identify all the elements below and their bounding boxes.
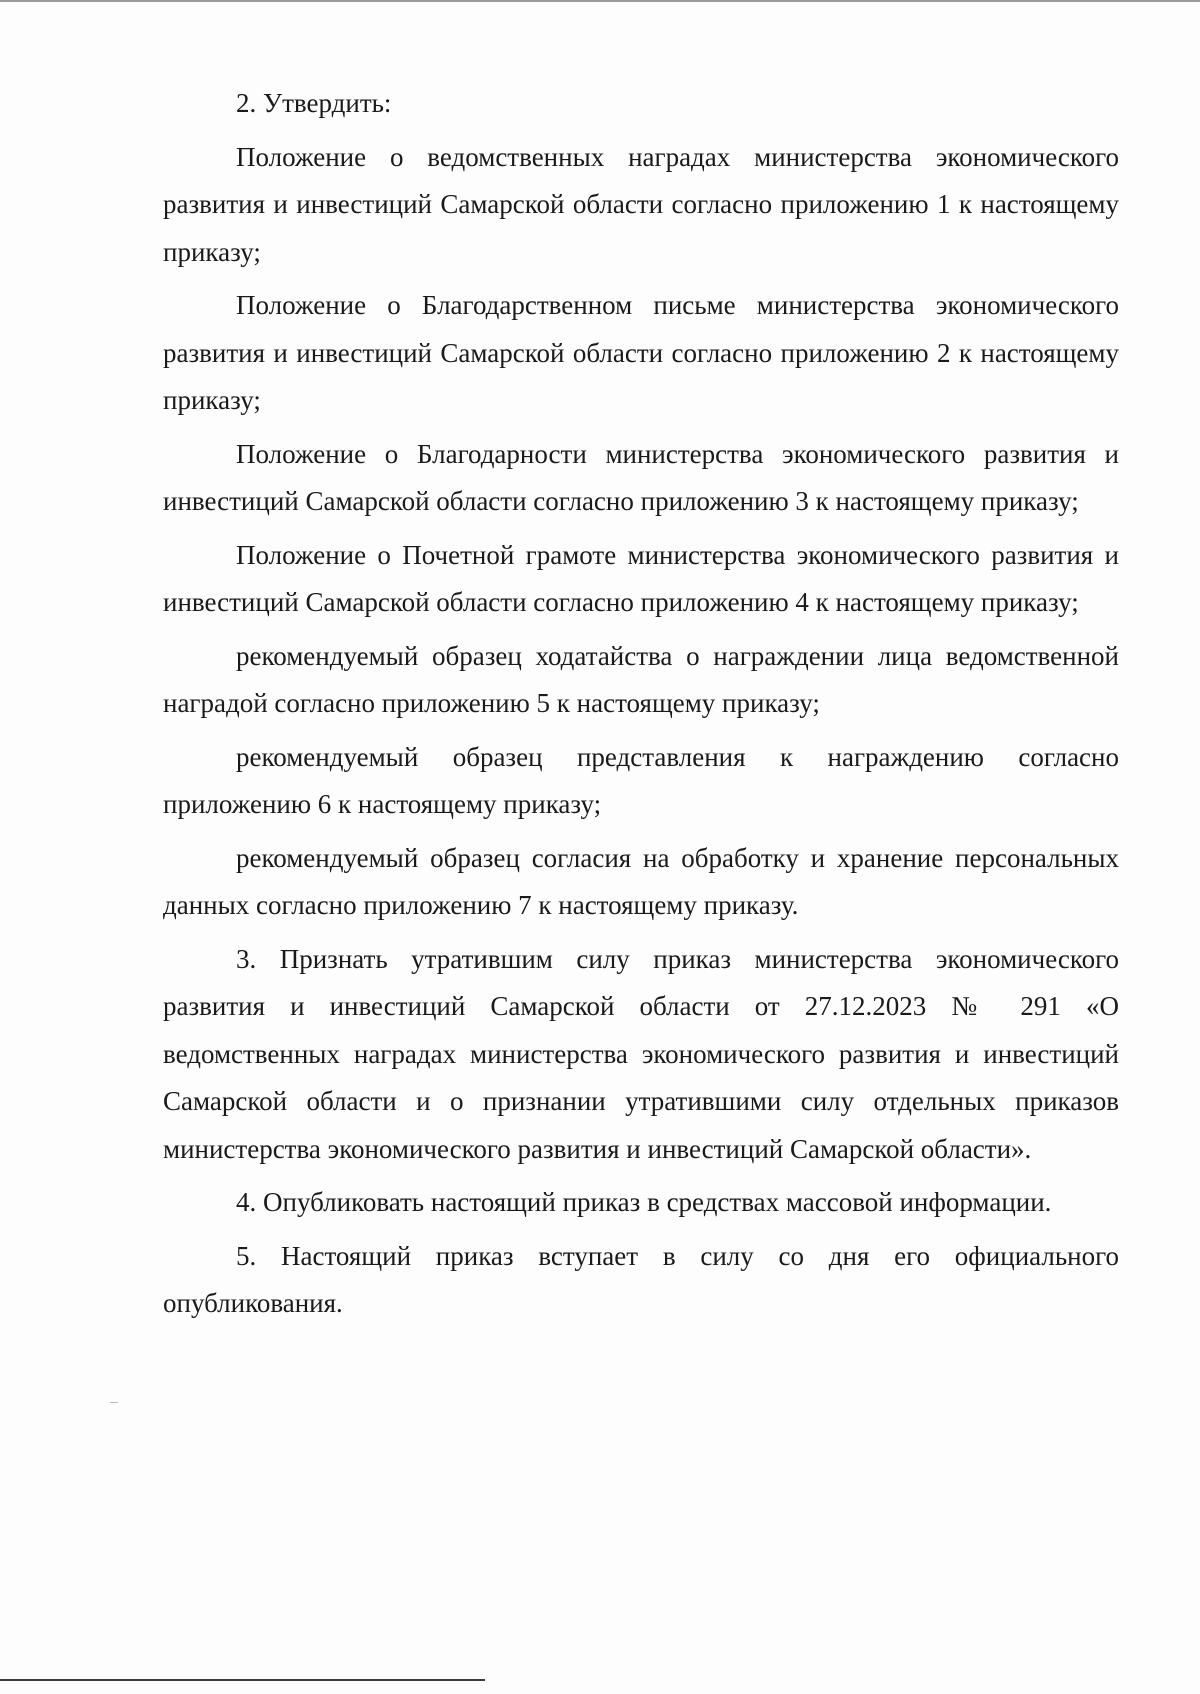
clause-3-paragraph: 3. Признать утратившим силу приказ министерства экономического развития и инвестиций Самарской области от 27.12.2023 № 291 «О ведомственных наградах министерства экономического развития и инвестиций Самарской области и о признании утратившими силу отдельных приказов министерства экономического развития и инвестиций Самарской области». xyxy=(163,943,1119,1164)
top-edge-line xyxy=(0,0,1200,2)
appendix-3-paragraph: Положение о Благодарности министерства экономического развития и инвестиций Самарской области согласно приложению 3 к настоящему приказу; xyxy=(163,438,1119,516)
document-body xyxy=(163,80,1119,1328)
appendix-7-paragraph: рекомендуемый образец согласия на обработку и хранение персональных данных согласно приложению 7 к настоящему приказу. xyxy=(163,842,1119,920)
appendix-4-paragraph: Положение о Почетной грамоте министерства экономического развития и инвестиций Самарской области согласно приложению 4 к настоящему приказу; xyxy=(163,539,1119,617)
appendix-5-paragraph: рекомендуемый образец ходатайства о награждении лица ведомственной наградой согласно приложению 5 к настоящему приказу; xyxy=(163,640,1119,718)
margin-mark xyxy=(110,1402,118,1403)
clause-4-paragraph: 4. Опубликовать настоящий приказ в средствах массовой информации. xyxy=(236,1187,1052,1217)
clause-2-heading: 2. Утвердить: xyxy=(236,88,392,118)
clause-5-paragraph: 5. Настоящий приказ вступает в силу со дня его официального опубликования. xyxy=(163,1240,1119,1318)
appendix-1-paragraph: Положение о ведомственных наградах министерства экономического развития и инвестиций Самарской области согласно приложению 1 к настоящему приказу; xyxy=(163,141,1119,267)
footnote-separator-line xyxy=(0,1679,485,1681)
appendix-6-paragraph: рекомендуемый образец представления к награждению согласно приложению 6 к настоящему приказу; xyxy=(163,741,1119,819)
appendix-2-paragraph: Положение о Благодарственном письме министерства экономического развития и инвестиций Самарской области согласно приложению 2 к настоящему приказу; xyxy=(163,290,1119,415)
